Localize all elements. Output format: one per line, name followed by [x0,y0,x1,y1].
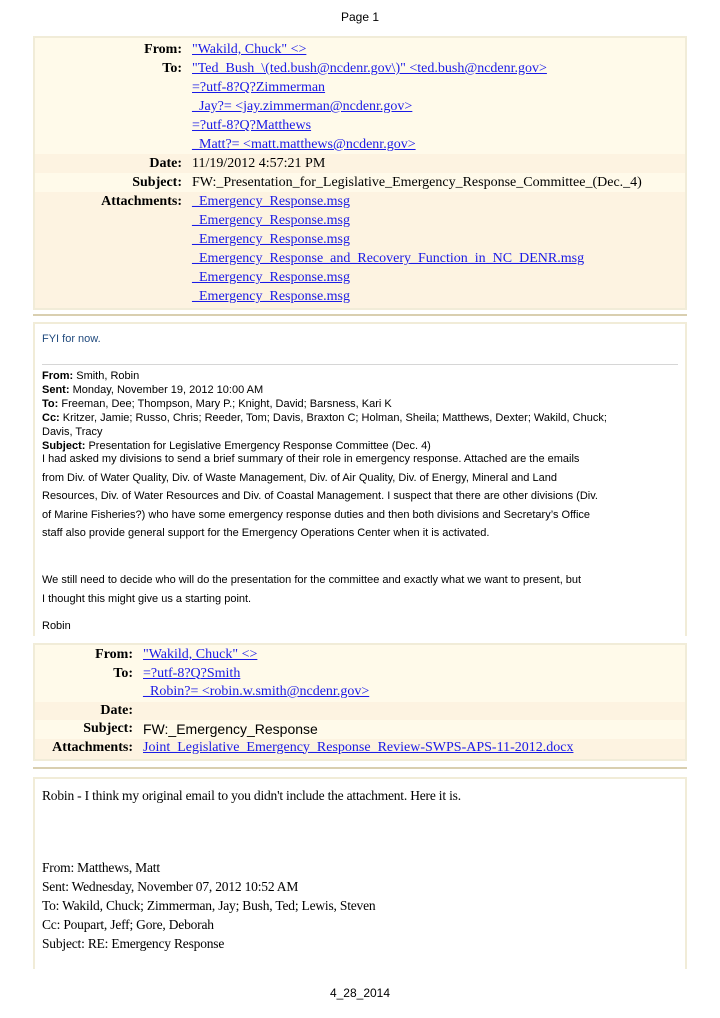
fwd-sent-label: Sent: [42,384,70,396]
to-label: To: [113,665,133,681]
divider-line [42,364,678,365]
attachment-link[interactable]: _Emergency_Response.msg [192,270,350,285]
from-label: From: [144,42,182,57]
fwd-cc-cont: Davis, Tracy [42,426,103,438]
fwd-to: Freeman, Dee; Thompson, Mary P.; Knight, David; Barsness, Kari K [61,398,392,410]
page-number: Page 1 [340,10,380,24]
forwarded-header [42,369,682,453]
fwd-cc-label: Cc: [42,412,60,424]
email-header-1 [33,36,687,310]
attachments-label: Attachments: [52,739,133,755]
subject-value: FW:_Emergency_Response [143,721,318,737]
fwd-cc: Kritzer, Jamie; Russo, Chris; Reeder, Tom; Davis, Braxton C; Holman, Sheila; Matthews, Dexter; Wakild, Chuck; [62,412,607,424]
separator [33,767,687,769]
paragraph-1: I had asked my divisions to send a brief summary of their role in emergency response. Attached are the emails from Div. of Water Quality, Div. of Waste Management, Div. of Air Quality, Div. of Energy, Mineral and Land Resources, Div. of Water Resources and Div. of Coastal Management. I suspect that there are other divisions (Div. of Marine Fisheries?) who have some emergency response duties and then both divisions and Secretary’s Office staff also provide general support for the Emergency Operations Center when it is activated. [42,453,598,539]
date-value: 11/19/2012 4:57:21 PM [192,156,326,171]
to-link[interactable]: _Matt?= <matt.matthews@ncdenr.gov> [192,137,416,152]
to-link[interactable]: "Ted_Bush_\(ted.bush@ncdenr.gov\)" <ted.bush@ncdenr.gov> [192,61,547,76]
from-row [35,38,685,59]
intro-text: Robin - I think my original email to you didn't include the attachment. Here it is. [42,788,461,803]
attachment-link[interactable]: _Emergency_Response.msg [192,194,350,209]
date-label: Date: [100,702,133,718]
to-link[interactable]: =?utf-8?Q?Smith [143,665,241,681]
date-row [35,702,685,721]
date-value [143,702,685,721]
to-row [35,665,685,702]
from-label: From: [95,647,133,662]
to-link[interactable]: =?utf-8?Q?Zimmerman [192,80,326,95]
fwd-subject: Presentation for Legislative Emergency Response Committee (Dec. 4) [88,440,431,452]
fwd-from: Smith, Robin [76,370,140,382]
signature: Robin [42,620,71,632]
attachments-row [35,739,685,760]
subject-row [35,720,685,739]
attachments-row [35,192,685,308]
paragraph-2: We still need to decide who will do the presentation for the committee and exactly what we want to present, but I thought this might give us a starting point. [42,574,582,605]
attachment-link[interactable]: _Emergency_Response.msg [192,289,350,304]
fwd-subject-label: Subject: [42,440,86,452]
quoted-header: From: Matthews, Matt Sent: Wednesday, November 07, 2012 10:52 AM To: Wakild, Chuck; Zimmerman, Jay; Bush, Ted; Lewis, Steven Cc: Poupart, Jeff; Gore, Deborah Subject: RE: Emergency Response [42,860,376,951]
attachment-link[interactable]: Joint_Legislative_Emergency_Response_Review-SWPS-APS-11-2012.docx [143,739,574,755]
subject-row [35,173,685,192]
attachments-label: Attachments: [101,194,182,209]
to-link[interactable]: =?utf-8?Q?Matthews [192,118,312,133]
to-link[interactable]: _Robin?= <robin.w.smith@ncdenr.gov> [143,684,370,699]
from-link[interactable]: "Wakild, Chuck" <> [192,42,307,57]
fwd-sent: Monday, November 19, 2012 10:00 AM [72,384,264,396]
subject-label: Subject: [132,175,182,190]
to-label: To: [162,61,182,76]
subject-label: Subject: [83,721,133,736]
fwd-from-label: From: [42,370,74,382]
email-body-2 [33,777,687,969]
attachment-link[interactable]: _Emergency_Response.msg [192,213,350,228]
fwd-to-label: To: [42,398,59,410]
attachment-link[interactable]: _Emergency_Response_and_Recovery_Function_in_NC_DENR.msg [192,251,585,266]
fyi-text: FYI for now. [42,333,101,345]
email-body-1 [33,322,687,636]
subject-value: FW:_Presentation_for_Legislative_Emergency_Response_Committee_(Dec._4) [192,175,642,190]
separator [33,314,687,316]
from-link[interactable]: "Wakild, Chuck" <> [143,647,258,662]
from-row [35,645,685,665]
to-link[interactable]: _Jay?= <jay.zimmerman@ncdenr.gov> [192,99,413,114]
page-footer: 4_28_2014 [329,986,391,1000]
to-row [35,59,685,154]
date-row [35,154,685,173]
attachment-link[interactable]: _Emergency_Response.msg [192,232,350,247]
email-header-2 [33,643,687,761]
date-label: Date: [149,156,182,171]
